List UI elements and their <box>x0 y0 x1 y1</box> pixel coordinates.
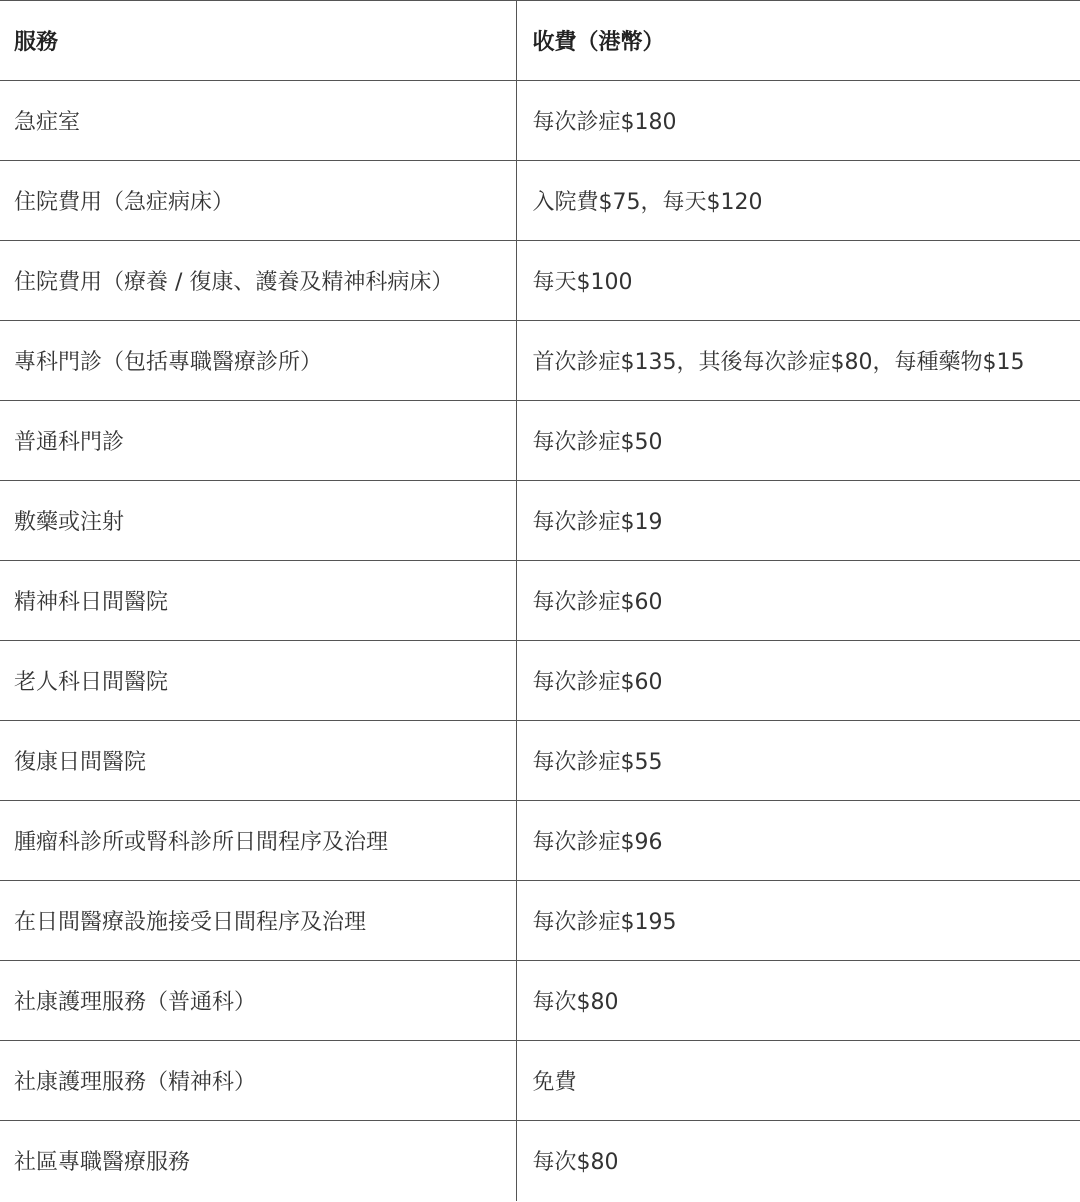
table-row <box>0 401 1080 481</box>
table-row <box>0 81 1080 161</box>
fee-cell: 每次診症$19 <box>516 481 1080 561</box>
service-cell: 普通科門診 <box>0 401 516 481</box>
fee-cell: 首次診症$135，其後每次診症$80，每種藥物$15 <box>516 321 1080 401</box>
service-cell: 精神科日間醫院 <box>0 561 516 641</box>
column-header-fee: 收費（港幣） <box>516 1 1080 81</box>
fee-cell: 每次診症$60 <box>516 561 1080 641</box>
service-cell: 復康日間醫院 <box>0 721 516 801</box>
service-cell: 住院費用（急症病床） <box>0 161 516 241</box>
table-row <box>0 961 1080 1041</box>
table-row <box>0 241 1080 321</box>
fee-cell: 入院費$75，每天$120 <box>516 161 1080 241</box>
service-cell: 社康護理服務（精神科） <box>0 1041 516 1121</box>
table-row <box>0 1121 1080 1201</box>
service-cell: 社康護理服務（普通科） <box>0 961 516 1041</box>
service-cell: 老人科日間醫院 <box>0 641 516 721</box>
fee-cell: 每次診症$55 <box>516 721 1080 801</box>
table-row <box>0 481 1080 561</box>
table-row <box>0 321 1080 401</box>
service-cell: 腫瘤科診所或腎科診所日間程序及治理 <box>0 801 516 881</box>
fee-cell: 每次$80 <box>532 1150 619 1176</box>
fee-cell: 每次診症$180 <box>516 81 1080 161</box>
service-cell: 社區專職醫療服務 <box>0 1121 516 1201</box>
service-cell: 住院費用（療養 / 復康、護養及精神科病床） <box>0 241 516 321</box>
fee-cell: 每次診症$50 <box>516 401 1080 481</box>
header-row <box>0 1 1080 81</box>
fee-cell: 每次診症$96 <box>516 801 1080 881</box>
fee-cell: 每天$100 <box>516 241 1080 321</box>
service-cell: 急症室 <box>0 81 516 161</box>
table-header <box>0 1 1080 81</box>
column-header-service: 服務 <box>0 1 516 81</box>
fee-cell: 每次$80 <box>516 961 1080 1041</box>
table-row <box>0 561 1080 641</box>
table-row <box>0 161 1080 241</box>
service-cell: 敷藥或注射 <box>0 481 516 561</box>
table-row <box>0 1041 1080 1121</box>
fee-cell: 免費 <box>516 1041 1080 1121</box>
service-cell: 在日間醫療設施接受日間程序及治理 <box>0 881 516 961</box>
table-row <box>0 721 1080 801</box>
table-row <box>0 641 1080 721</box>
fee-cell: 每次診症$195 <box>516 881 1080 961</box>
fee-cell: 每次診症$60 <box>516 641 1080 721</box>
table-body <box>0 81 1080 1201</box>
table-row <box>0 881 1080 961</box>
table-row <box>0 801 1080 881</box>
service-cell: 專科門診（包括專職醫療診所） <box>0 321 516 401</box>
